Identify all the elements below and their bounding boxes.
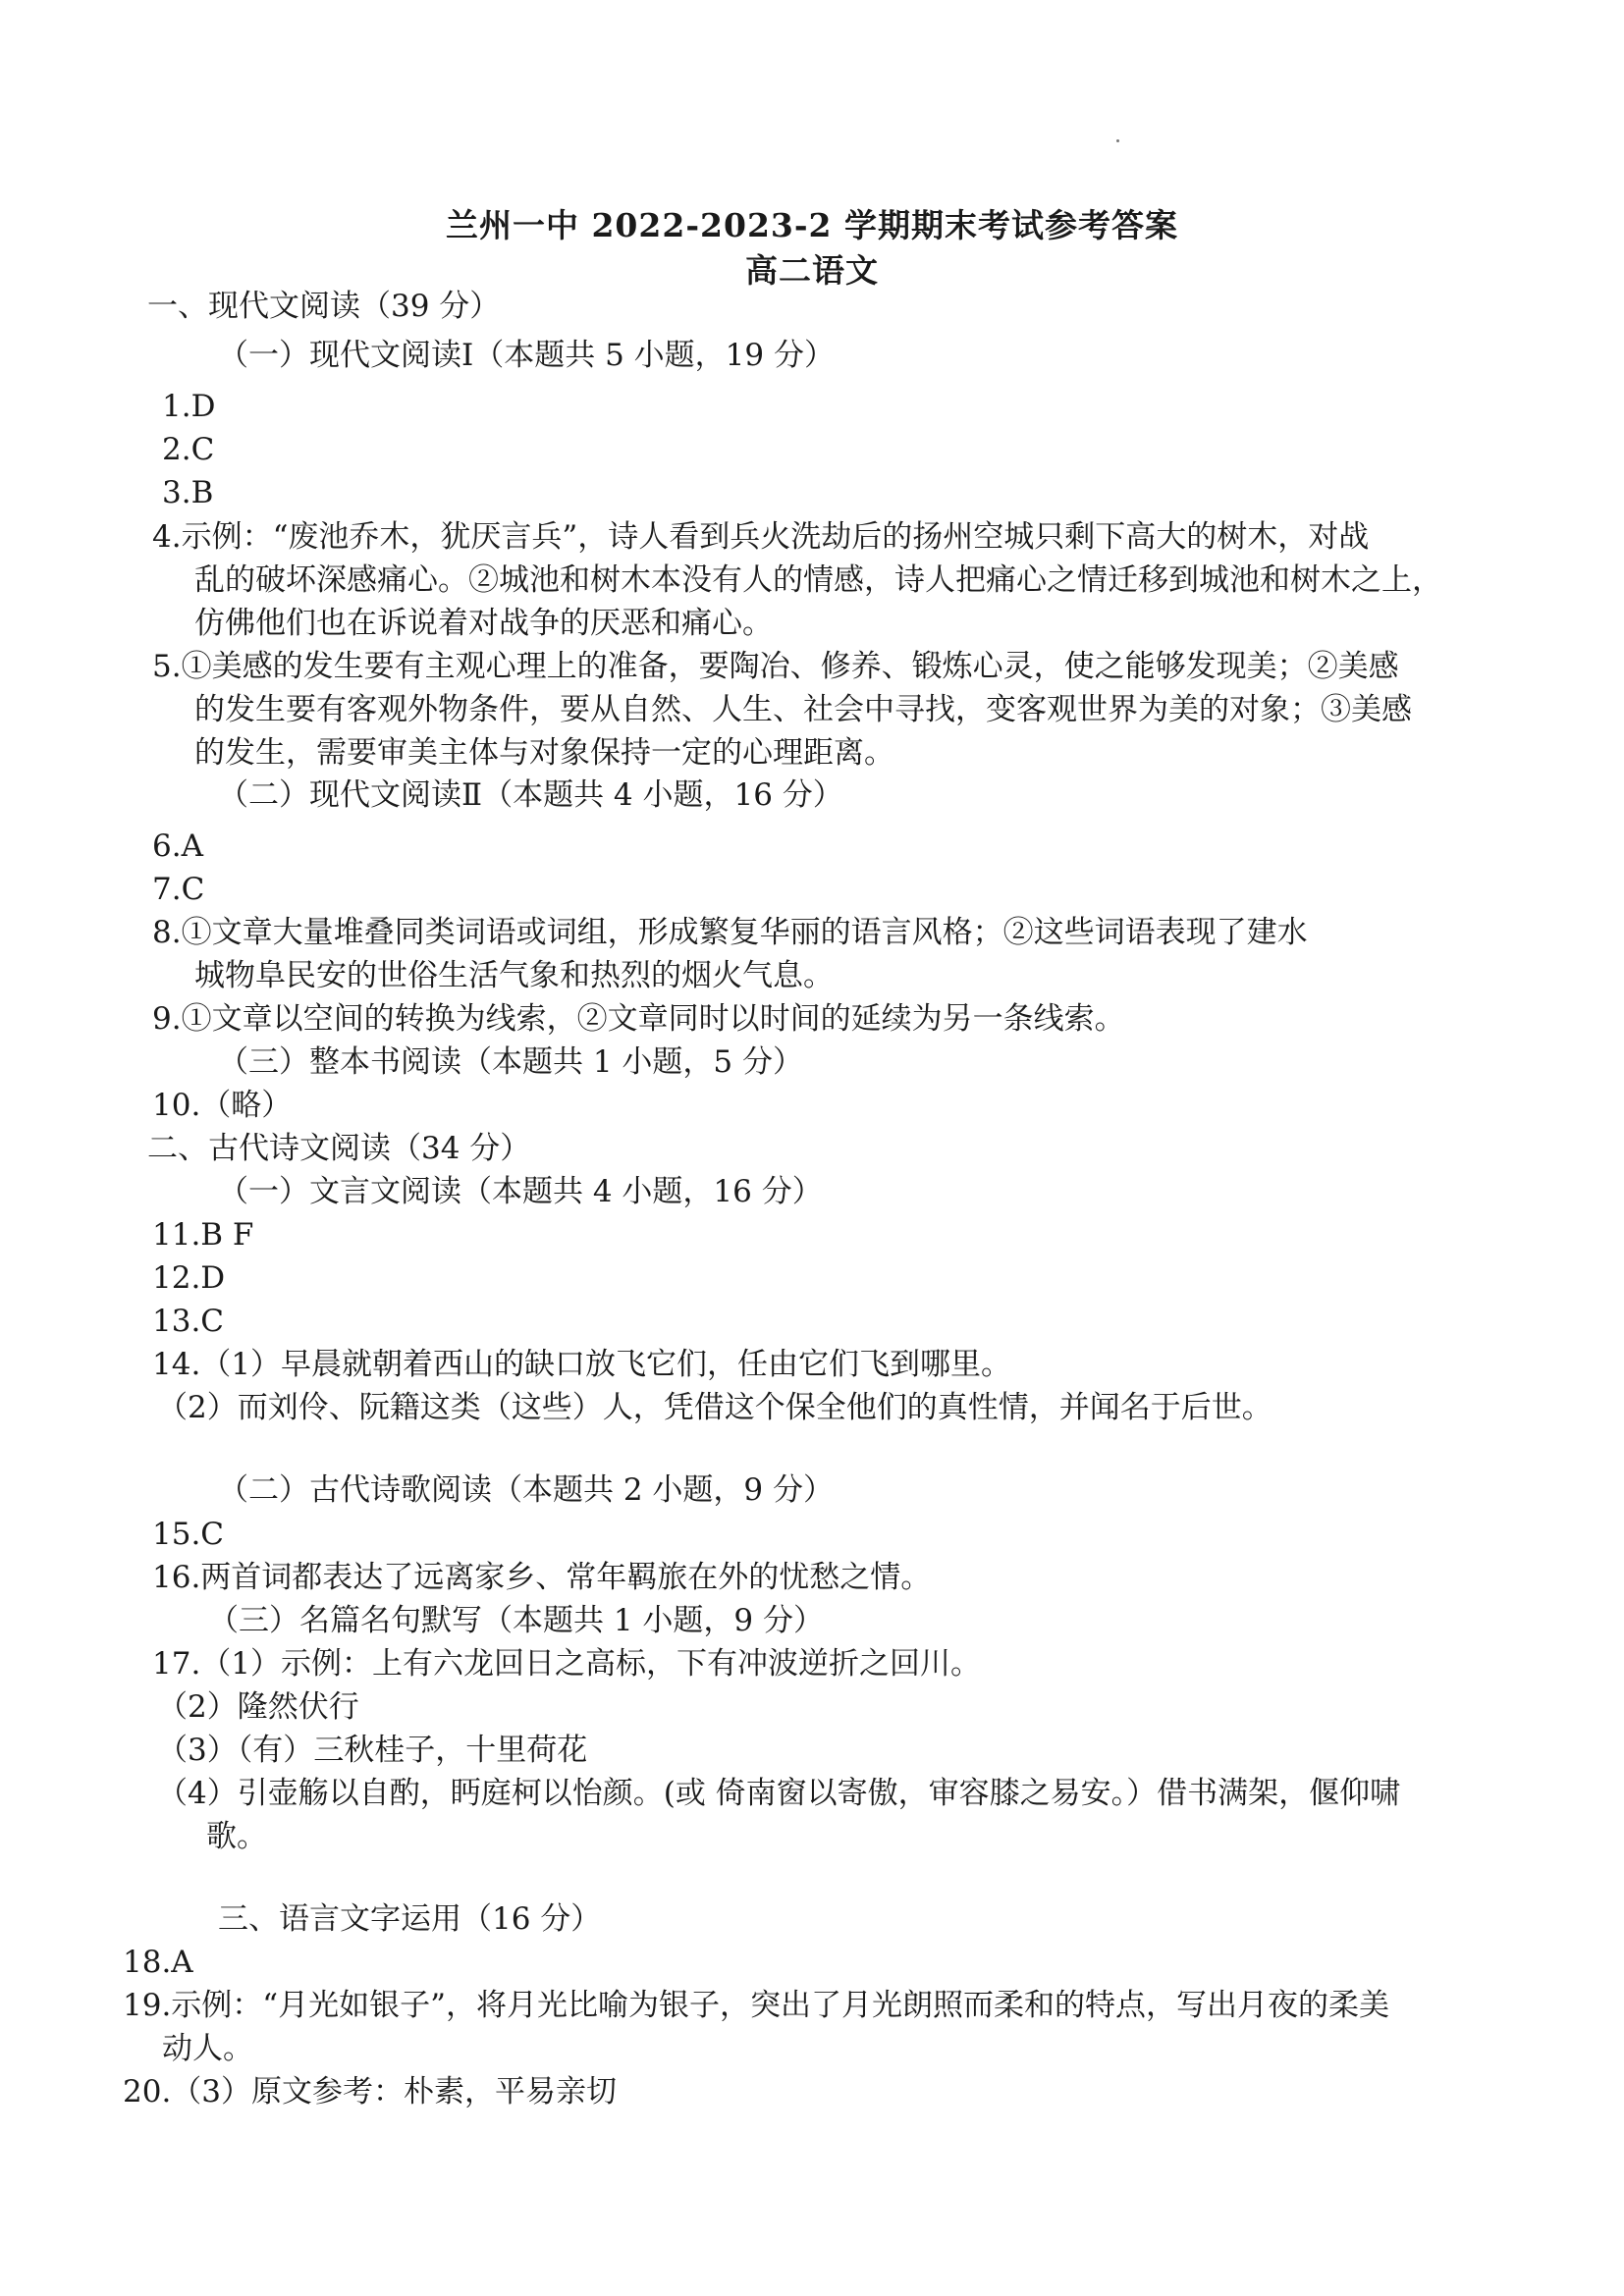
answer-line: （3）（有）三秋桂子，十里荷花 (157, 1733, 588, 1768)
answer-line-cont: 仿佛他们也在诉说着对战争的厌恶和痛心。 (194, 606, 773, 641)
answer-line: 13.C (152, 1304, 225, 1339)
answer-line: （2）而刘伶、阮籍这类（这些）人，凭借这个保全他们的真性情，并闻名于后世。 (157, 1390, 1272, 1425)
answer-line: 4.示例：“废池乔木，犹厌言兵”，诗人看到兵火洗劫后的扬州空城只剩下高大的树木，对战 (152, 519, 1370, 555)
answer-line: 18.A (123, 1945, 193, 1980)
subsection-heading: （一）文言文阅读（本题共 4 小题，16 分） (218, 1174, 823, 1209)
subsection-heading: （二）现代文阅读Ⅱ（本题共 4 小题，16 分） (218, 777, 843, 813)
answer-line: 2.C (162, 432, 215, 467)
subsection-heading: （一）现代文阅读Ⅰ（本题共 5 小题，19 分） (218, 338, 835, 373)
answer-line: 1.D (162, 389, 216, 424)
subsection-heading: （三）整本书阅读（本题共 1 小题，5 分） (218, 1044, 804, 1080)
answer-line: 20.（3）原文参考：朴素，平易亲切 (123, 2074, 618, 2109)
answer-line-cont: 动人。 (162, 2031, 253, 2066)
answer-line: 10.（略） (152, 1088, 293, 1123)
answer-line: 14.（1）早晨就朝着西山的缺口放飞它们，任由它们飞到哪里。 (152, 1347, 1012, 1382)
answer-line: （4）引壶觞以自酌，眄庭柯以怡颜。(或 倚南窗以寄傲，审容膝之易安。）借书满架，偃仰啸 (157, 1776, 1401, 1811)
answer-line: 17.（1）示例：上有六龙回日之高标，下有冲波逆折之回川。 (152, 1646, 982, 1682)
answer-line: 7.C (152, 872, 205, 907)
subsection-heading: （二）古代诗歌阅读（本题共 2 小题，9 分） (218, 1472, 835, 1508)
answer-line: 8.①文章大量堆叠同类词语或词组，形成繁复华丽的语言风格；②这些词语表现了建水 (152, 915, 1308, 950)
answer-line: 15.C (152, 1517, 225, 1552)
document-subtitle: 高二语文 (745, 251, 879, 290)
section-heading-1: 一、现代文阅读（39 分） (147, 289, 501, 324)
answer-line: 11.B F (152, 1217, 254, 1253)
answer-line-cont: 的发生，需要审美主体与对象保持一定的心理距离。 (194, 735, 894, 771)
answer-line: 9.①文章以空间的转换为线索，②文章同时以时间的延续为另一条线索。 (152, 1001, 1125, 1037)
scan-speck (1116, 139, 1119, 142)
answer-line-cont: 城物阜民安的世俗生活气象和热烈的烟火气息。 (194, 958, 834, 993)
answer-line-cont: 的发生要有客观外物条件，要从自然、人生、社会中寻找，变客观世界为美的对象；③美感 (194, 692, 1412, 727)
answer-line: 3.B (162, 475, 214, 510)
answer-line-cont: 乱的破坏深感痛心。②城池和树木本没有人的情感，诗人把痛心之情迁移到城池和树木之上， (194, 562, 1442, 598)
answer-line: （2）隆然伏行 (157, 1689, 359, 1725)
subsection-heading: （三）名篇名句默写（本题共 1 小题，9 分） (208, 1603, 825, 1638)
document-title: 兰州一中 2022-2023-2 学期期末考试参考答案 (445, 206, 1179, 244)
answer-line: 5.①美感的发生要有主观心理上的准备，要陶冶、修养、锻炼心灵，使之能够发现美；②美感 (152, 649, 1399, 684)
answer-line: 6.A (152, 828, 203, 864)
answer-line: 16.两首词都表达了远离家乡、常年羁旅在外的忧愁之情。 (152, 1560, 932, 1595)
answer-line: 12.D (152, 1260, 226, 1296)
section-heading-3: 三、语言文字运用（16 分） (218, 1901, 602, 1937)
answer-line: 19.示例：“月光如银子”，将月光比喻为银子，突出了月光朗照而柔和的特点，写出月夜的柔美 (123, 1988, 1389, 2023)
section-heading-2: 二、古代诗文阅读（34 分） (147, 1131, 531, 1166)
answer-line-cont: 歌。 (206, 1819, 267, 1854)
